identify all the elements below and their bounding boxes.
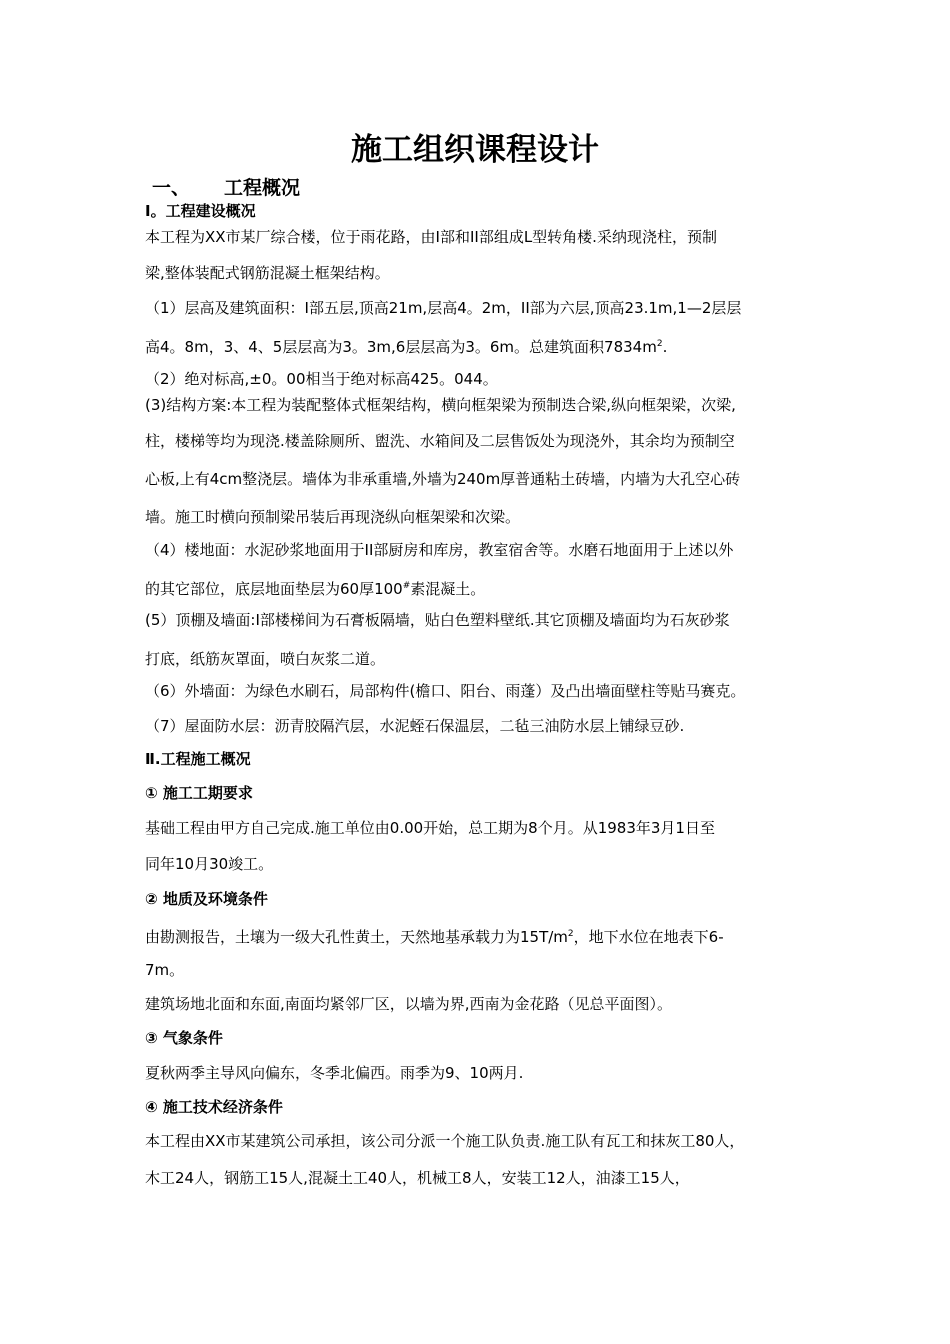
paragraph-line: 基础工程由甲方自己完成.施工单位由0.00开始，总工期为8个月。从1983年3月1日至: [145, 819, 715, 837]
paragraph-line: 本工程由XX市某建筑公司承担，该公司分派一个施工队负责.施工队有瓦工和抹灰工80人，: [145, 1132, 745, 1150]
paragraph-text: 的其它部位，底层地面垫层为60厚100: [145, 580, 403, 598]
section-number: 一、: [152, 177, 191, 199]
superscript: 2: [656, 339, 663, 349]
paragraph-text: 由勘测报告，土壤为一级大孔性黄土，天然地基承载力为15T/m: [145, 928, 568, 946]
paragraph-line: 本工程为XX市某厂综合楼，位于雨花路，由I部和II部组成L型转角楼.采纳现浇柱，预制: [145, 228, 717, 246]
superscript: #: [402, 581, 411, 591]
paragraph-text: .: [662, 338, 668, 356]
paragraph-line: 夏秋两季主导风向偏东，冬季北偏西。雨季为9、10两月.: [145, 1064, 524, 1082]
paragraph-line: [145, 924, 724, 947]
paragraph-line: （2）绝对标高,±0。00相当于绝对标高425。044。: [145, 370, 498, 388]
section-heading-text: 工程概况: [224, 177, 301, 199]
item-heading-2: ② 地质及环境条件: [145, 890, 268, 908]
paragraph-line: （1）层高及建筑面积：I部五层,顶高21m,层高4。2m，II部为六层,顶高23.1m,1—2层层: [145, 299, 742, 317]
paragraph-line: [145, 576, 485, 599]
paragraph-line: [145, 334, 667, 357]
paragraph-line: 打底，纸筋灰罩面，喷白灰浆二道。: [145, 650, 386, 668]
paragraph-line: 梁,整体装配式钢筋混凝土框架结构。: [145, 264, 390, 282]
paragraph-text: 素混凝土。: [410, 580, 486, 598]
paragraph-text: ，地下水位在地表下6-: [573, 928, 724, 946]
section-heading-1: [152, 175, 300, 201]
item-heading-4: ④ 施工技术经济条件: [145, 1098, 283, 1116]
paragraph-line: (3)结构方案:本工程为装配整体式框架结构，横向框架梁为预制迭合梁,纵向框架梁，次梁,: [145, 396, 736, 414]
paragraph-line: 心板,上有4cm整浇层。墙体为非承重墙,外墙为240m厚普通粘土砖墙，内墙为大孔空心砖: [145, 470, 741, 488]
item-heading-3: ③ 气象条件: [145, 1029, 223, 1047]
paragraph-line: (5）顶棚及墙面:I部楼梯间为石膏板隔墙，贴白色塑料壁纸.其它顶棚及墙面均为石灰砂浆: [145, 611, 730, 629]
subsection-heading-1: Ⅰ。工程建设概况: [145, 202, 256, 220]
paragraph-line: 墙。施工时横向预制梁吊装后再现浇纵向框架梁和次梁。: [145, 508, 521, 526]
paragraph-line: 木工24人，钢筋工15人,混凝土工40人，机械工8人，安装工12人，油漆工15人，: [145, 1169, 690, 1187]
subsection-heading-2: Ⅱ.工程施工概况: [145, 750, 251, 768]
paragraph-line: 7m。: [145, 961, 185, 979]
document-title: 施工组织课程设计: [351, 132, 599, 168]
paragraph-line: 同年10月30竣工。: [145, 855, 274, 873]
paragraph-line: 建筑场地北面和东面,南面均紧邻厂区，以墙为界,西南为金花路（见总平面图）。: [145, 995, 673, 1013]
paragraph-line: （6）外墙面：为绿色水刷石，局部构件(檐口、阳台、雨蓬）及凸出墙面壁柱等贴马赛克。: [145, 682, 746, 700]
paragraph-line: （4）楼地面：水泥砂浆地面用于II部厨房和库房，教室宿舍等。水磨石地面用于上述以外: [145, 541, 734, 559]
superscript: 2: [567, 929, 574, 939]
paragraph-text: 高4。8m，3、4、5层层高为3。3m,6层层高为3。6m。总建筑面积7834m: [145, 338, 657, 356]
item-heading-1: ① 施工工期要求: [145, 784, 253, 802]
paragraph-line: 柱，楼梯等均为现浇.楼盖除厕所、盥洗、水箱间及二层售饭处为现浇外，其余均为预制空: [145, 432, 735, 450]
paragraph-line: （7）屋面防水层：沥青胶隔汽层，水泥蛭石保温层，二毡三油防水层上铺绿豆砂.: [145, 717, 685, 735]
